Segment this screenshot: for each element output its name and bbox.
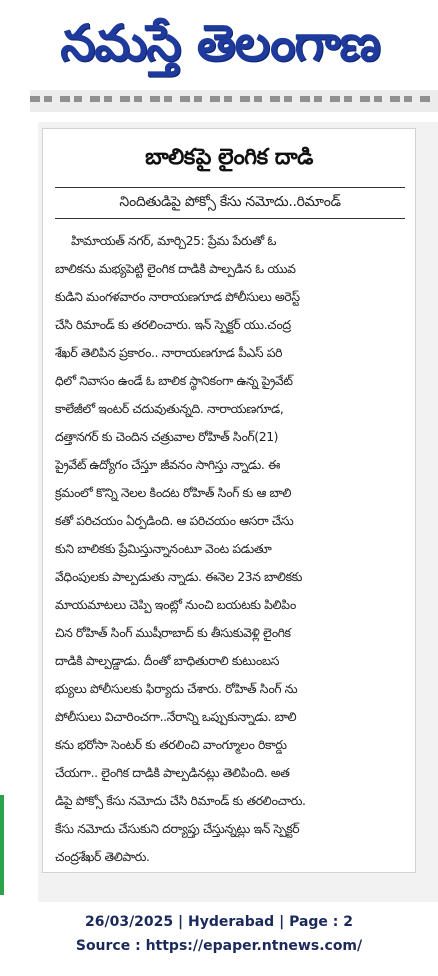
article-line: డిపై పోక్సో కేసు నమోదు చేసి రిమాండ్ కు తరలించారు. [55,793,306,808]
article-line: చిన రోహిత్ సింగ్ ముషీరాబాద్ కు తీసుకువెళ్లి లైంగిక [55,625,291,640]
article-line: చేయగా.. లైంగిక దాడికి పాల్పడినట్లు తెలిపింది. అత [55,765,290,780]
article-line: కను భరోసా సెంటర్ కు తరలించి వాంగ్మూలం రికార్డు [55,737,287,752]
cropped-text-fragment [30,96,430,102]
article-line: క్రమంలో కొన్ని నెలల కిందట రోహిత్ సింగ్ కు ఆ బాలి [55,485,292,500]
masthead-title: నమస్తే తెలంగాణ [60,14,380,72]
article-line: చంద్రశేఖర్ తెలిపారు. [55,849,150,864]
article-line: కుడిని మంగళవారం నారాయణగూడ పోలీసులు అరెస్ట్ [55,289,300,304]
newspaper-masthead [0,0,438,86]
article-line: కేసు నమోదు చేసుకుని దర్యాప్తు చేస్తున్నట్లు ఇన్ స్పెక్టర్ [55,821,300,836]
article-line: భ్యులు పోలీసులకు ఫిర్యాదు చేశారు. రోహిత్ సింగ్ ను [55,681,298,696]
left-accent-bar [0,795,4,895]
article-line: దాడికి పాల్పడ్డాడు. దీంతో బాధితురాలి కుటుంబస [55,653,280,668]
footer-date-line: 26/03/2025 | Hyderabad | Page : 2 [84,914,354,930]
article-line: కతో పరిచయం ఏర్పడింది. ఆ పరిచయం ఆసరా చేసు [55,513,294,528]
article-line: శేఖర్ తెలిపిన ప్రకారం.. నారాయణగూడ పీఎస్ పరి [55,345,283,360]
article-line: పోలీసులు విచారించగా..నేరాన్ని ఒప్పుకున్నాడు. బాలి [55,709,297,724]
article-line: దత్తానగర్ కు చెందిన చత్రువాల రోహిత్ సింగ్(21) [55,429,279,444]
article-body [55,227,405,871]
footer-source-line: Source : https://epaper.ntnews.com/ [75,938,363,954]
article-line: మాయమాటలు చెప్పి ఇంట్లో నుంచి బయటకు పిలిపిం [55,597,296,612]
article-subhead: నిందితుడిపై పోక్సో కేసు నమోదు..రిమాండ్ [55,187,405,219]
article-headline: బాలికపై లైంగిక దాడి [145,145,313,170]
article-line: హిమాయత్ నగర్, మార్చి25: ప్రేమ పేరుతో ఓ [71,233,277,248]
article-line: బాలికను మభ్యపెట్టి లైంగిక దాడికి పాల్పడిన ఓ యువ [55,261,296,276]
article-line: వేధింపులకు పాల్పడుతు న్నాడు. ఈనెల 23న బాలికకు [55,569,303,584]
page-footer [0,910,438,976]
article-line: ప్రైవేట్ ఉద్యోగం చేస్తూ జీవనం సాగిస్తు న్నాడు. ఈ [55,457,280,472]
adjacent-column-fragment [422,210,436,890]
cropped-text-strip [30,90,438,112]
article-line: ధిలో నివాసం ఉండే ఓ బాలిక స్థానికంగా ఉన్న ప్రైవేట్ [55,373,293,388]
article-line: కాలేజీలో ఇంటర్ చదువుతున్నది. నారాయణగూడ, [55,401,284,416]
article-line: కుని బాలికకు ప్రేమిస్తున్నానంటూ వెంట పడుతూ [55,541,272,556]
news-article [42,128,416,873]
article-line: చేసి రిమాండ్ కు తరలించారు. ఇన్ స్పెక్టర్ యు.చంద్ర [55,317,291,332]
